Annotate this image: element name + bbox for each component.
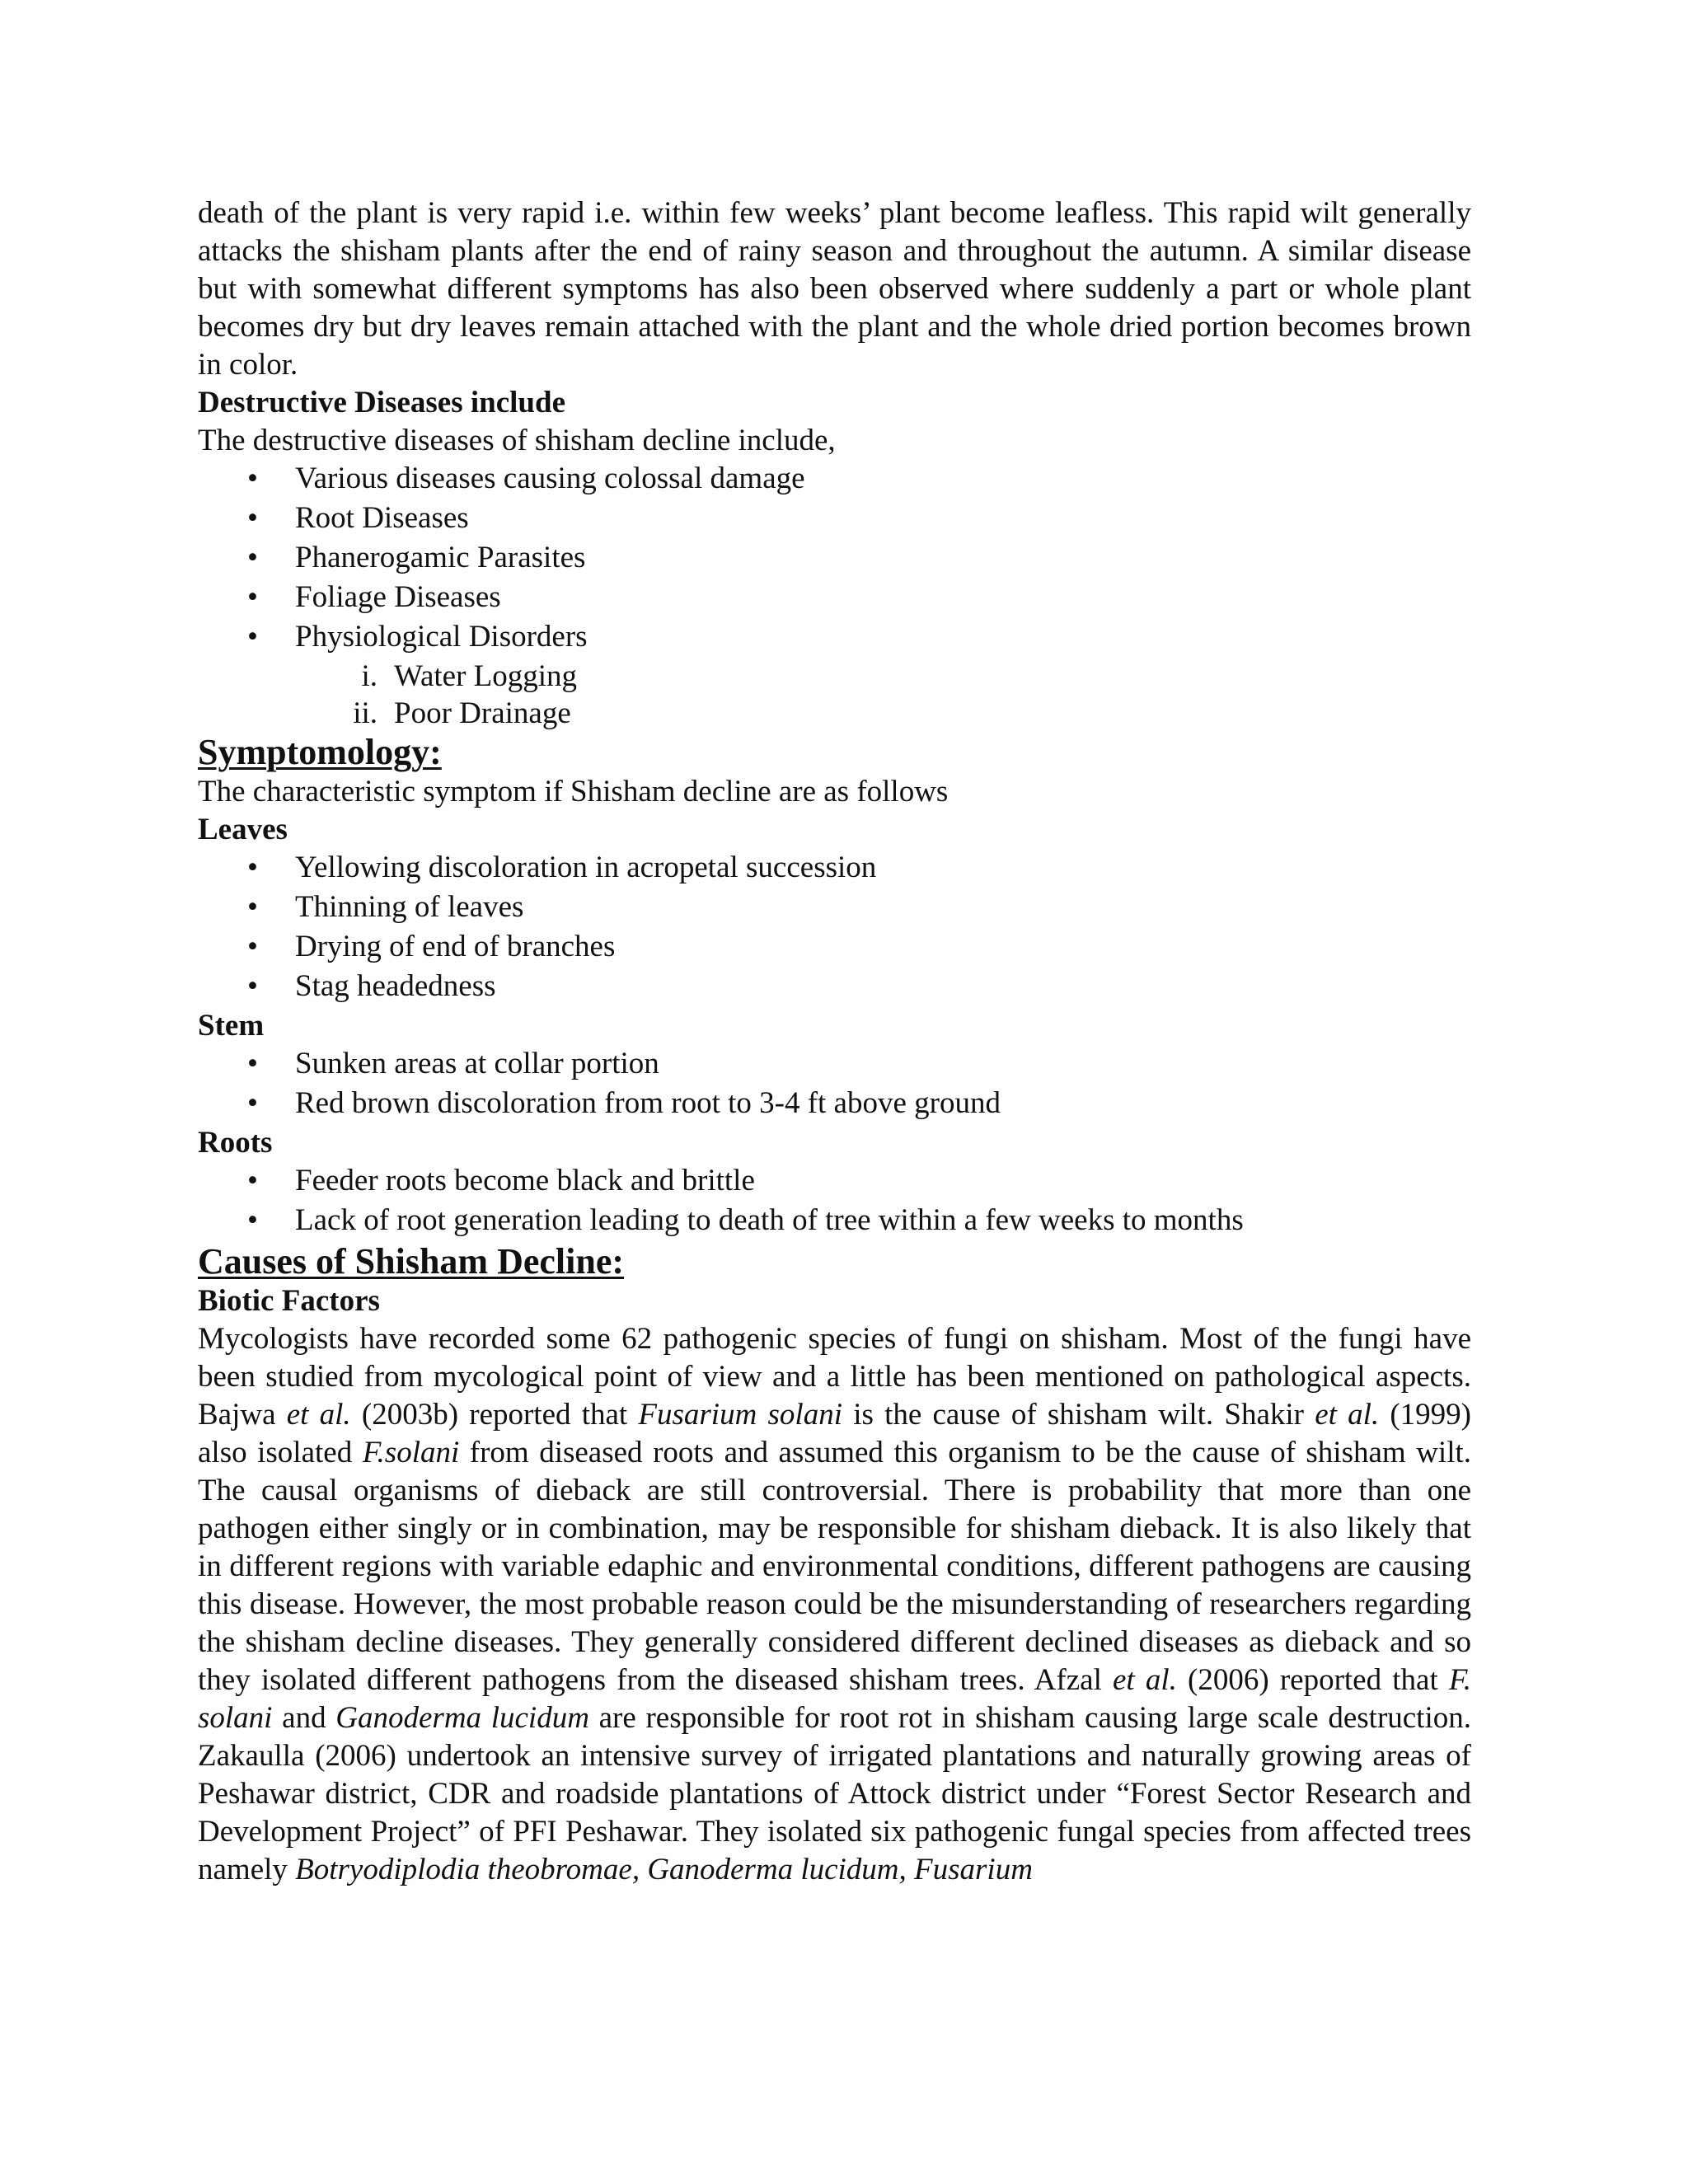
- biotic-factors-paragraph: Mycologists have recorded some 62 pathogenic species of fungi on shisham. Most of the fungi have been studied from mycological point of view and a little has been mentioned on pathological aspects. Bajwa et al. (2003b) reported that Fusarium solani is the cause of shisham wilt. Shakir et al. (1999) also isolated F.solani from diseased roots and assumed this organism to be the cause of shisham wilt. The causal organisms of dieback are still controversial. There is probability that more than one pathogen either singly or in combination, may be responsible for shisham dieback. It is also likely that in different regions with variable edaphic and environmental conditions, different pathogens are causing this disease. However, the most probable reason could be the misunderstanding of researchers regarding the shisham decline diseases. They generally considered different declined diseases as dieback and so they isolated different pathogens from the diseased shisham trees. Afzal et al. (2006) reported that F. solani and Ganoderma lucidum are responsible for root rot in shisham causing large scale destruction. Zakaulla (2006) undertook an intensive survey of irrigated plantations and naturally growing areas of Peshawar district, CDR and roadside plantations of Attock district under “Forest Sector Research and Development Project” of PFI Peshawar. They isolated six pathogenic fungal species from affected trees namely Botryodiplodia theobromae, Ganoderma lucidum, Fusarium: [198, 1322, 1472, 1886]
- list-item: • Phanerogamic Parasites: [198, 539, 1471, 579]
- bullet-icon: •: [247, 851, 258, 884]
- list-item: • Foliage Diseases: [198, 579, 1471, 618]
- destructive-diseases-heading: Destructive Diseases include: [198, 386, 565, 419]
- list-item: • Lack of root generation leading to death of tree within a few weeks to months: [198, 1202, 1471, 1241]
- roots-list: [198, 1162, 1471, 1241]
- list-item: • Yellowing discoloration in acropetal succession: [198, 849, 1471, 888]
- destructive-diseases-lead: The destructive diseases of shisham decline include,: [198, 424, 836, 457]
- list-item: • Drying of end of branches: [198, 928, 1471, 968]
- list-item: • Stag headedness: [198, 968, 1471, 1007]
- list-number: ii.: [353, 696, 377, 730]
- bullet-icon: •: [247, 1203, 258, 1237]
- bullet-icon: •: [247, 890, 258, 924]
- roots-heading: Roots: [198, 1126, 273, 1160]
- bullet-icon: •: [247, 541, 258, 574]
- intro-paragraph: death of the plant is very rapid i.e. within few weeks’ plant become leafless. This rapid wilt generally attacks the shisham plants after the end of rainy season and throughout the autumn. A similar disease but with somewhat different symptoms has also been observed where suddenly a part or whole plant becomes dry but dry leaves remain attached with the plant and the whole dried portion becomes brown in color.: [198, 196, 1471, 382]
- causes-heading: Causes of Shisham Decline:: [198, 1241, 625, 1282]
- list-item: • Sunken areas at collar portion: [198, 1045, 1471, 1085]
- list-item: ii. Poor Drainage: [198, 695, 1471, 732]
- list-item: • Thinning of leaves: [198, 888, 1471, 928]
- bullet-icon: •: [247, 930, 258, 963]
- bullet-icon: •: [247, 501, 258, 535]
- list-item: • Various diseases causing colossal damage: [198, 460, 1471, 499]
- bullet-icon: •: [247, 462, 258, 495]
- stem-heading: Stem: [198, 1009, 265, 1043]
- biotic-factors-heading: Biotic Factors: [198, 1284, 380, 1318]
- symptomology-heading: Symptomology:: [198, 732, 442, 772]
- list-number: i.: [361, 659, 377, 693]
- document-page: [198, 194, 1471, 1889]
- leaves-heading: Leaves: [198, 813, 288, 846]
- destructive-diseases-list: [198, 460, 1471, 658]
- stem-list: [198, 1045, 1471, 1124]
- physiological-disorders-sublist: [198, 658, 1471, 732]
- bullet-icon: •: [247, 1086, 258, 1120]
- bullet-icon: •: [247, 620, 258, 654]
- bullet-icon: •: [247, 1047, 258, 1080]
- bullet-icon: •: [247, 580, 258, 614]
- symptomology-lead: The characteristic symptom if Shisham decline are as follows: [198, 775, 949, 808]
- list-item: • Physiological Disorders: [198, 618, 1471, 658]
- list-item: • Red brown discoloration from root to 3-4 ft above ground: [198, 1085, 1471, 1124]
- bullet-icon: •: [247, 1164, 258, 1197]
- list-item: • Feeder roots become black and brittle: [198, 1162, 1471, 1202]
- list-item: i. Water Logging: [198, 658, 1471, 695]
- bullet-icon: •: [247, 969, 258, 1003]
- list-item: • Root Diseases: [198, 499, 1471, 539]
- leaves-list: [198, 849, 1471, 1007]
